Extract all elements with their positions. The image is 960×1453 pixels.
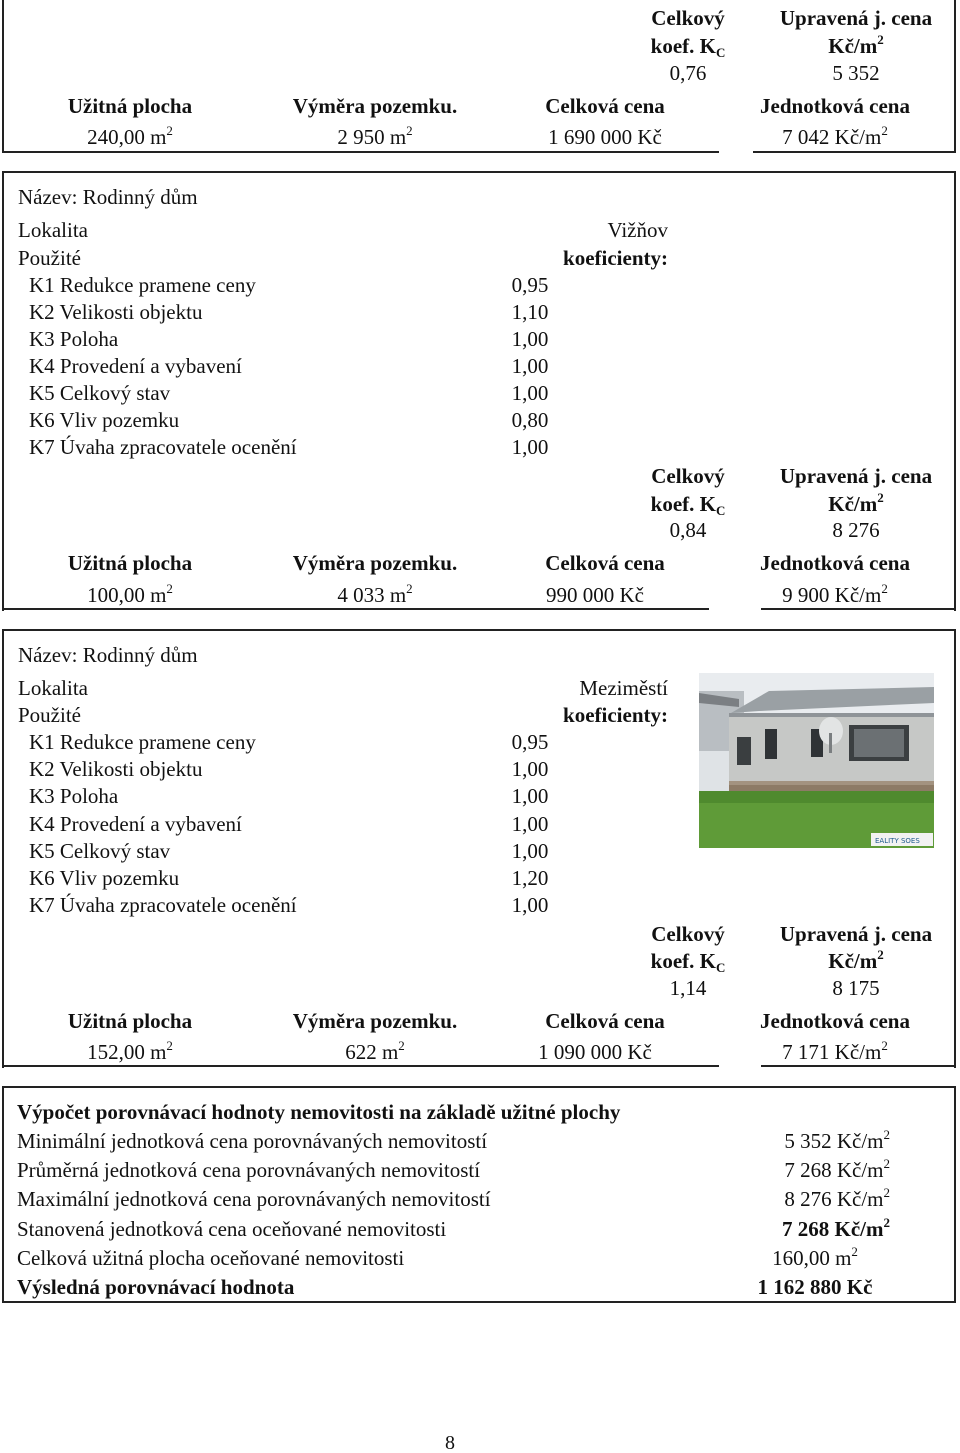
summary-value-stanovena: 7 268 $Kč/m^2$ xyxy=(782,1215,890,1241)
koef-label: koef. $K_C$ xyxy=(650,492,726,518)
coef-value-k3: 1,00 xyxy=(511,784,549,808)
value-jednotkova-cena: 9 900 $Kč/m^2$ xyxy=(782,581,888,607)
koef-label: koef. $K_C$ xyxy=(650,34,726,60)
coef-row-k2: K2 Velikosti objektu xyxy=(29,300,203,324)
header-vymera-pozemku: Výměra pozemku. xyxy=(292,94,458,118)
summary-result-value: 1 162 880 Kč xyxy=(757,1275,873,1299)
coef-value-k7: 1,00 xyxy=(511,893,549,917)
coef-row-k6: K6 Vliv pozemku xyxy=(29,866,180,890)
kc-m-label: $Kč/m^2$ xyxy=(828,490,884,516)
summary-row-stanovena: Stanovená jednotková cena oceňované nemovitosti xyxy=(17,1217,447,1241)
celkovy-label: Celkový xyxy=(651,6,725,30)
upravena-value: 8 276 xyxy=(832,518,880,542)
pouzite-label: Použité xyxy=(18,246,81,270)
upravena-label: Upravená j. cena xyxy=(779,6,933,30)
coef-row-k7: K7 Úvaha zpracovatele ocenění xyxy=(29,435,297,459)
summary-value-max: 8 276 $Kč/m^2$ xyxy=(784,1185,890,1211)
coef-row-k3: K3 Poloha xyxy=(29,784,119,808)
coef-row-k3: K3 Poloha xyxy=(29,327,119,351)
header-jednotkova-cena: Jednotková cena xyxy=(760,94,910,118)
summary-row-plocha: Celková užitná plocha oceňované nemovitosti xyxy=(17,1246,405,1270)
coef-value-k5: 1,00 xyxy=(511,381,549,405)
value-jednotkova-cena: 7 042 $Kč/m^2$ xyxy=(782,123,888,149)
coef-value-k3: 1,00 xyxy=(511,327,549,351)
header-uzitna-plocha: Užitná plocha xyxy=(67,1009,193,1033)
value-vymera-pozemku: 622 $m^2$ xyxy=(345,1038,405,1064)
summary-value-plocha: 160,00 $m^2$ xyxy=(772,1244,858,1270)
summary-row-min: Minimální jednotková cena porovnávaných nemovitostí xyxy=(17,1129,488,1153)
kc-m-label: $Kč/m^2$ xyxy=(828,32,884,58)
summary-value-min: 5 352 $Kč/m^2$ xyxy=(784,1127,890,1153)
value-uzitna-plocha: 240,00 $m^2$ xyxy=(87,123,173,149)
value-jednotkova-cena: 7 171 $Kč/m^2$ xyxy=(782,1038,888,1064)
kc-m-label: $Kč/m^2$ xyxy=(828,947,884,973)
header-jednotkova-cena: Jednotková cena xyxy=(760,551,910,575)
lokalita-label: Lokalita xyxy=(18,218,88,242)
summary-row-max: Maximální jednotková cena porovnávaných nemovitostí xyxy=(17,1187,491,1211)
coef-value-k1: 0,95 xyxy=(511,730,549,754)
coef-value-k1: 0,95 xyxy=(511,273,549,297)
coef-row-k5: K5 Celkový stav xyxy=(29,381,171,405)
coef-row-k4: K4 Provedení a vybavení xyxy=(29,354,242,378)
header-uzitna-plocha: Užitná plocha xyxy=(67,551,193,575)
coef-value-k7: 1,00 xyxy=(511,435,549,459)
coef-row-k6: K6 Vliv pozemku xyxy=(29,408,180,432)
value-celkova-cena: 1 690 000 Kč xyxy=(548,125,662,149)
coef-value-k4: 1,00 xyxy=(511,812,549,836)
upravena-label: Upravená j. cena xyxy=(779,464,933,488)
coef-value-k4: 1,00 xyxy=(511,354,549,378)
koeficienty-label: koeficienty: xyxy=(563,703,668,727)
value-vymera-pozemku: 4 033 $m^2$ xyxy=(337,581,413,607)
pouzite-label: Použité xyxy=(18,703,81,727)
photo-watermark: EALITY SOES xyxy=(875,837,920,845)
koef-value: 0,76 xyxy=(669,61,707,85)
coef-value-k2: 1,00 xyxy=(511,757,549,781)
value-celkova-cena: 1 090 000 Kč xyxy=(538,1040,652,1064)
header-celkova-cena: Celková cena xyxy=(545,1009,665,1033)
coef-value-k6: 0,80 xyxy=(511,408,549,432)
header-celkova-cena: Celková cena xyxy=(545,94,665,118)
koef-label: koef. $K_C$ xyxy=(650,949,726,975)
coef-value-k2: 1,10 xyxy=(511,300,549,324)
value-vymera-pozemku: 2 950 $m^2$ xyxy=(337,123,413,149)
summary-value-avg: 7 268 $Kč/m^2$ xyxy=(784,1156,890,1182)
value-uzitna-plocha: 100,00 $m^2$ xyxy=(87,581,173,607)
header-uzitna-plocha: Užitná plocha xyxy=(67,94,193,118)
coef-row-k1: K1 Redukce pramene ceny xyxy=(29,730,256,754)
coef-row-k2: K2 Velikosti objektu xyxy=(29,757,203,781)
coef-row-k5: K5 Celkový stav xyxy=(29,839,171,863)
coef-value-k6: 1,20 xyxy=(511,866,549,890)
nazev-title: Název: Rodinný dům xyxy=(18,185,198,209)
coef-value-k5: 1,00 xyxy=(511,839,549,863)
header-vymera-pozemku: Výměra pozemku. xyxy=(292,1009,458,1033)
coef-row-k7: K7 Úvaha zpracovatele ocenění xyxy=(29,893,297,917)
upravena-value: 8 175 xyxy=(832,976,880,1000)
summary-result-label: Výsledná porovnávací hodnota xyxy=(17,1275,295,1299)
coef-row-k4: K4 Provedení a vybavení xyxy=(29,812,242,836)
koeficienty-label: koeficienty: xyxy=(563,246,668,270)
house-photo xyxy=(699,673,934,848)
coef-row-k1: K1 Redukce pramene ceny xyxy=(29,273,256,297)
nazev-title: Název: Rodinný dům xyxy=(18,643,198,667)
celkovy-label: Celkový xyxy=(651,464,725,488)
header-vymera-pozemku: Výměra pozemku. xyxy=(292,551,458,575)
value-celkova-cena: 990 000 Kč xyxy=(546,583,644,607)
lokalita-label: Lokalita xyxy=(18,676,88,700)
celkovy-label: Celkový xyxy=(651,922,725,946)
summary-title: Výpočet porovnávací hodnoty nemovitosti na základě užitné plochy xyxy=(17,1100,621,1124)
header-celkova-cena: Celková cena xyxy=(545,551,665,575)
header-jednotkova-cena: Jednotková cena xyxy=(760,1009,910,1033)
koef-value: 0,84 xyxy=(669,518,707,542)
koef-value: 1,14 xyxy=(669,976,707,1000)
lokalita-value: Vižňov xyxy=(607,218,668,242)
lokalita-value: Meziměstí xyxy=(579,676,668,700)
upravena-value: 5 352 xyxy=(832,61,880,85)
page-number: 8 xyxy=(445,1432,455,1453)
value-uzitna-plocha: 152,00 $m^2$ xyxy=(87,1038,173,1064)
upravena-label: Upravená j. cena xyxy=(779,922,933,946)
summary-row-avg: Průměrná jednotková cena porovnávaných nemovitostí xyxy=(17,1158,481,1182)
